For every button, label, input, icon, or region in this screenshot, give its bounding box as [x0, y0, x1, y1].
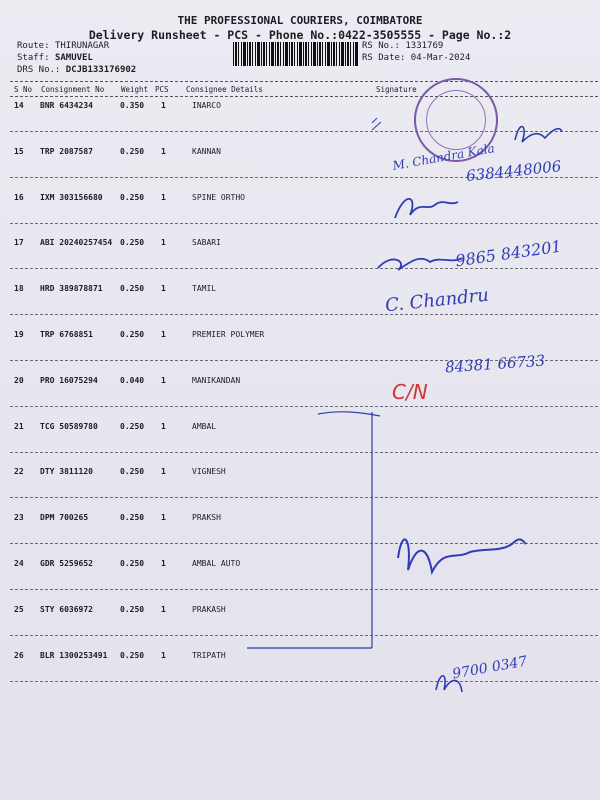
staff-value: SAMUVEL	[54, 53, 93, 63]
row-weight: 0.250	[120, 604, 145, 614]
row-weight: 0.250	[120, 238, 145, 248]
row-sno: 24	[14, 559, 24, 568]
col-header-pcs: PCS	[155, 85, 169, 94]
row-consignee: VIGNESH	[192, 467, 226, 477]
row-consignee: SABARI	[192, 238, 221, 248]
staff-label: Staff:	[17, 53, 50, 63]
row-consignee: KANNAN	[192, 146, 221, 156]
signature-18-name: C. Chandru	[384, 284, 490, 317]
row-weight: 0.350	[120, 101, 145, 110]
row-consignment: TRP 2087587	[40, 146, 93, 156]
signature-15-phone: 6384448006	[465, 157, 563, 185]
row-consignee: MANIKANDAN	[192, 375, 241, 385]
row-consignee: TRIPATH	[192, 650, 226, 660]
route-value: THIRUNAGAR	[54, 41, 110, 51]
row-consignee: AMBAL	[192, 421, 217, 431]
row-sno: 16	[14, 192, 24, 202]
row-weight: 0.250	[120, 146, 145, 156]
row-pcs: 1	[161, 513, 166, 523]
signature-15-name: M. Chandra Kala	[391, 141, 496, 173]
row-sno: 17	[14, 238, 24, 248]
row-pcs: 1	[161, 330, 166, 339]
row-pcs: 1	[161, 238, 166, 248]
row-consignment: HRD 389878871	[40, 284, 103, 294]
col-header-signature: Signature	[376, 85, 417, 94]
col-header-weight: Weight	[121, 85, 149, 94]
row-consignment: DTY 3811120	[40, 467, 93, 477]
row-consignment: PRO 16075294	[40, 375, 98, 385]
rs-date-label: RS Date:	[362, 53, 406, 63]
row-consignee: PREMIER POLYMER	[192, 330, 265, 339]
row-consignee: SPINE ORTHO	[192, 192, 245, 202]
tick-mark	[372, 118, 381, 130]
row-consignment: BLR 1300253491	[40, 650, 108, 660]
row-consignment: ABI 20240257454	[40, 238, 113, 248]
runsheet-subtitle: Delivery Runsheet - PCS - Phone No.:0422-3505555 - Page No.:2	[88, 28, 512, 42]
col-header-sno: S No	[14, 85, 33, 94]
row-weight: 0.040	[120, 375, 145, 385]
drs-value: DCJB133176902	[65, 65, 137, 75]
row-consignment: STY 6036972	[40, 604, 93, 614]
row-sno: 14	[14, 101, 24, 110]
row-sno: 21	[14, 421, 24, 431]
row-pcs: 1	[161, 467, 166, 477]
row-consignee: AMBAL AUTO	[192, 559, 241, 568]
row-sno: 22	[14, 467, 24, 477]
row-sno: 26	[14, 650, 24, 660]
signature-17	[378, 258, 462, 270]
row-pcs: 1	[161, 559, 166, 568]
signature-19-phone: 84381 66733	[444, 351, 546, 377]
row-consignee: TAMIL	[192, 284, 217, 294]
signature-26-number: 9700 0347	[451, 653, 529, 683]
row-weight: 0.250	[120, 284, 145, 294]
signature-14	[515, 127, 562, 142]
row-consignment: BNR 6434234	[40, 101, 93, 110]
drs-label: DRS No.:	[17, 65, 61, 75]
row-sno: 23	[14, 513, 24, 523]
row-sno: 18	[14, 284, 24, 294]
row-consignment: GDR 5259652	[40, 559, 93, 568]
signature-16	[395, 199, 458, 218]
row-sno: 19	[14, 330, 24, 339]
signature-24	[398, 539, 526, 572]
row-sno: 15	[14, 146, 24, 156]
row-pcs: 1	[161, 101, 166, 110]
row-pcs: 1	[161, 284, 166, 294]
bracket-line	[318, 412, 380, 648]
row-sno: 25	[14, 604, 24, 614]
col-header-consignee: Consignee Details	[186, 85, 263, 94]
row-pcs: 1	[161, 146, 166, 156]
signature-17-phone: 9865 843201	[454, 236, 563, 271]
row-pcs: 1	[161, 192, 166, 202]
company-title: THE PROFESSIONAL COURIERS, COIMBATORE	[177, 14, 423, 27]
row-sno: 20	[14, 375, 24, 385]
row-weight: 0.250	[120, 513, 145, 523]
row-weight: 0.250	[120, 192, 145, 202]
row-weight: 0.250	[120, 421, 145, 431]
row-weight: 0.250	[120, 330, 145, 339]
row-weight: 0.250	[120, 559, 145, 568]
signature-20-mark: C/N	[392, 380, 428, 404]
row-consignment: TCG 50589780	[40, 421, 98, 431]
row-pcs: 1	[161, 421, 166, 431]
rs-no-label: RS No.:	[362, 41, 400, 51]
rs-date-value: 04-Mar-2024	[410, 53, 471, 63]
route-label: Route:	[17, 41, 50, 51]
rs-no-value: 1331769	[405, 41, 444, 51]
row-pcs: 1	[161, 650, 166, 660]
row-pcs: 1	[161, 375, 166, 385]
row-consignment: IXM 303156680	[40, 192, 103, 202]
row-consignee: PRAKSH	[192, 513, 221, 523]
row-consignee: INARCO	[192, 101, 221, 110]
row-weight: 0.250	[120, 467, 145, 477]
row-consignment: DPM 700265	[40, 513, 89, 523]
row-consignment: TRP 6768851	[40, 330, 93, 339]
col-header-consignment: Consignment No	[41, 85, 105, 94]
row-weight: 0.250	[120, 650, 145, 660]
row-consignee: PRAKASH	[192, 604, 226, 614]
row-pcs: 1	[161, 604, 166, 614]
